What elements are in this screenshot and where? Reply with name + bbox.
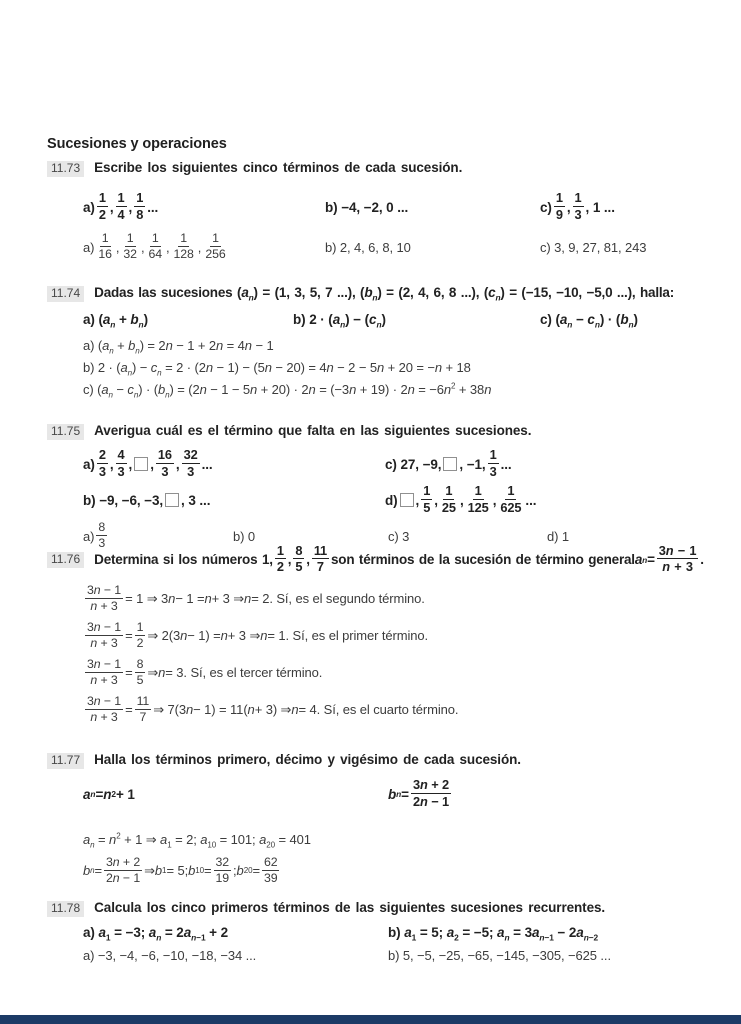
exercise-11-77 [47, 752, 710, 889]
answer-c: c) 3 [388, 528, 410, 544]
parts-row-2 [83, 482, 710, 518]
answer-b: b) 5, −5, −25, −65, −145, −305, −625 ... [388, 948, 611, 963]
answer-a: a) $\frac{1}{16}$ , $\frac{1}{32}$ , $\frac{1}{64}$ , $\frac{1}{128}$ , $\frac{1}{256}$ [83, 230, 226, 261]
parts-row [83, 189, 710, 225]
exercise-statement: Averigua cuál es el término que falta en las siguientes sucesiones. [94, 423, 532, 438]
answers-row [83, 229, 710, 265]
exercise-11-73 [47, 160, 710, 265]
answer-b: b) 0 [233, 528, 256, 544]
part-d: d) , $\frac{1}{5}$ , $\frac{1}{25}$ , $\frac{1}{125}$ , $\frac{1}{625}$ ... [385, 483, 537, 515]
exercise-11-78 [47, 900, 710, 963]
answer-b: b) 2, 4, 6, 8, 10 [325, 239, 411, 255]
answer-a: a) $(a_n + b_n) = 2n - 1 + 2n = 4n - 1$ [83, 338, 274, 356]
answer-a: a) −3, −4, −6, −10, −18, −34 ... [83, 948, 257, 963]
part-c: c) $\frac{1}{9}$ , $\frac{1}{3}$ , 1 ... [540, 190, 615, 222]
exercise-number-badge: 11.75 [47, 424, 84, 440]
missing-term-box [400, 493, 414, 507]
part-b: b) $a_1 = 5$; $a_2 = -5$; $a_n = 3a_{n-1} - 2a_{n-2}$ [388, 925, 599, 943]
answer-b: b n = $\frac{3n + 2}{2n - 1}$ ⇒ b 1 = 5; b 10 = $\frac{32}{19}$ ; b 20 = $\frac{62}{39}$ [83, 854, 278, 885]
parts-row [83, 312, 710, 330]
answers-row [83, 948, 710, 963]
exercise-statement: Calcula los cinco primeros términos de las siguientes sucesiones recurrentes. [94, 900, 606, 915]
part-b: b) −9, −6, −3, , 3 ... [83, 492, 211, 508]
exercise-header [47, 423, 710, 440]
answer-c: c) $(a_n - c_n) \cdot (b_n) = (2n - 1 - 5n + 20) \cdot 2n = (-3n + 19) \cdot 2n = -6n^2 + 38n$ [83, 381, 492, 400]
answer-line-2: $\frac{3n - 1}{n + 3}$ = $\frac{1}{2}$ ⇒ 2(3 n − 1) = n + 3 ⇒ n = 1. Sí, es el primer término. [87, 619, 429, 650]
exercise-statement: Dadas las sucesiones $(a_n) = (1$, 3, 5, 7 ...), $(b_n) = (2$, 4, 6, 8 ...), $(c_n) = (-15$, −10, −5,0 ...), halla: [94, 285, 675, 303]
exercise-11-76 [47, 545, 710, 729]
exercise-number-badge: 11.73 [47, 161, 84, 177]
section-title: Sucesiones y operaciones [47, 136, 227, 152]
exercise-header [47, 752, 710, 769]
exercise-number-badge: 11.76 [47, 552, 84, 568]
answer-line-4: $\frac{3n - 1}{n + 3}$ = $\frac{11}{7}$ ⇒ 7(3 n − 1) = 11( n + 3) ⇒ n = 4. Sí, es el cuarto término. [87, 693, 459, 724]
parts-row [83, 925, 710, 943]
part-b: b n = $\frac{3n + 2}{2n - 1}$ [388, 777, 450, 809]
missing-term-box [443, 457, 457, 471]
part-a: a) $(a_n + b_n)$ [83, 312, 148, 330]
exercise-statement: Determina si los números 1, $\frac{1}{2}$ , $\frac{8}{5}$ , $\frac{11}{7}$ son términos de la sucesión de término general a n = $\frac{3n - 1}{n + 3}$ . [94, 543, 704, 575]
part-a: a) $a_1 = -3$; $a_n = 2a_{n-1} + 2$ [83, 925, 228, 943]
part-a: a) $\frac{2}{3}$ , $\frac{4}{3}$ , , $\frac{16}{3}$ , $\frac{32}{3}$ ... [83, 447, 213, 479]
answer-a: a) $\frac{8}{3}$ [83, 519, 106, 550]
exercise-11-75 [47, 423, 710, 554]
part-a: a) $\frac{1}{2}$ , $\frac{1}{4}$ , $\frac{1}{8}$ ... [83, 190, 159, 222]
missing-term-box [134, 457, 148, 471]
exercise-number-badge: 11.77 [47, 753, 84, 769]
answers-block [47, 335, 710, 401]
footer-bar [0, 1015, 741, 1024]
exercise-number-badge: 11.74 [47, 286, 84, 302]
exercise-header [47, 545, 710, 575]
answer-line-1: $\frac{3n - 1}{n + 3}$ = 1 ⇒ 3 n − 1 = n + 3 ⇒ n = 2. Sí, es el segundo término. [87, 582, 425, 613]
exercise-statement: Escribe los siguientes cinco términos de cada sucesión. [94, 160, 463, 175]
answer-b: b) $2 \cdot (a_n) - c_n = 2 \cdot (2n - 1) - (5n - 20) = 4n - 2 - 5n + 20 = -n + 18$ [83, 360, 471, 378]
parts-row [83, 775, 710, 813]
exercise-header [47, 160, 710, 177]
part-b: b) $2 \cdot (a_n) - (c_n)$ [293, 312, 386, 330]
exercise-header [47, 900, 710, 917]
missing-term-box [165, 493, 179, 507]
answer-d: d) 1 [547, 528, 570, 544]
answer-c: c) 3, 9, 27, 81, 243 [540, 239, 647, 255]
exercise-11-74 [47, 285, 710, 401]
exercise-statement: Halla los términos primero, décimo y vigésimo de cada sucesión. [94, 752, 521, 767]
part-a: a n = n 2 + 1 [83, 786, 135, 802]
answer-line-3: $\frac{3n - 1}{n + 3}$ = $\frac{8}{5}$ ⇒ n = 3. Sí, es el tercer término. [87, 656, 323, 687]
exercise-number-badge: 11.78 [47, 901, 84, 917]
part-c: c) 27, −9, , −1, $\frac{1}{3}$ ... [385, 447, 512, 479]
exercise-header [47, 285, 710, 302]
answers-block [47, 581, 710, 729]
part-b: b) −4, −2, 0 ... [325, 199, 409, 215]
parts-row-1 [83, 446, 710, 482]
part-c: c) $(a_n - c_n) \cdot (b_n)$ [540, 312, 638, 330]
answer-a: $a_n = n^2 + 1$ ⇒ $a_1 = 2$; $a_{10} = 101$; $a_{20} = 401$ [83, 831, 311, 850]
